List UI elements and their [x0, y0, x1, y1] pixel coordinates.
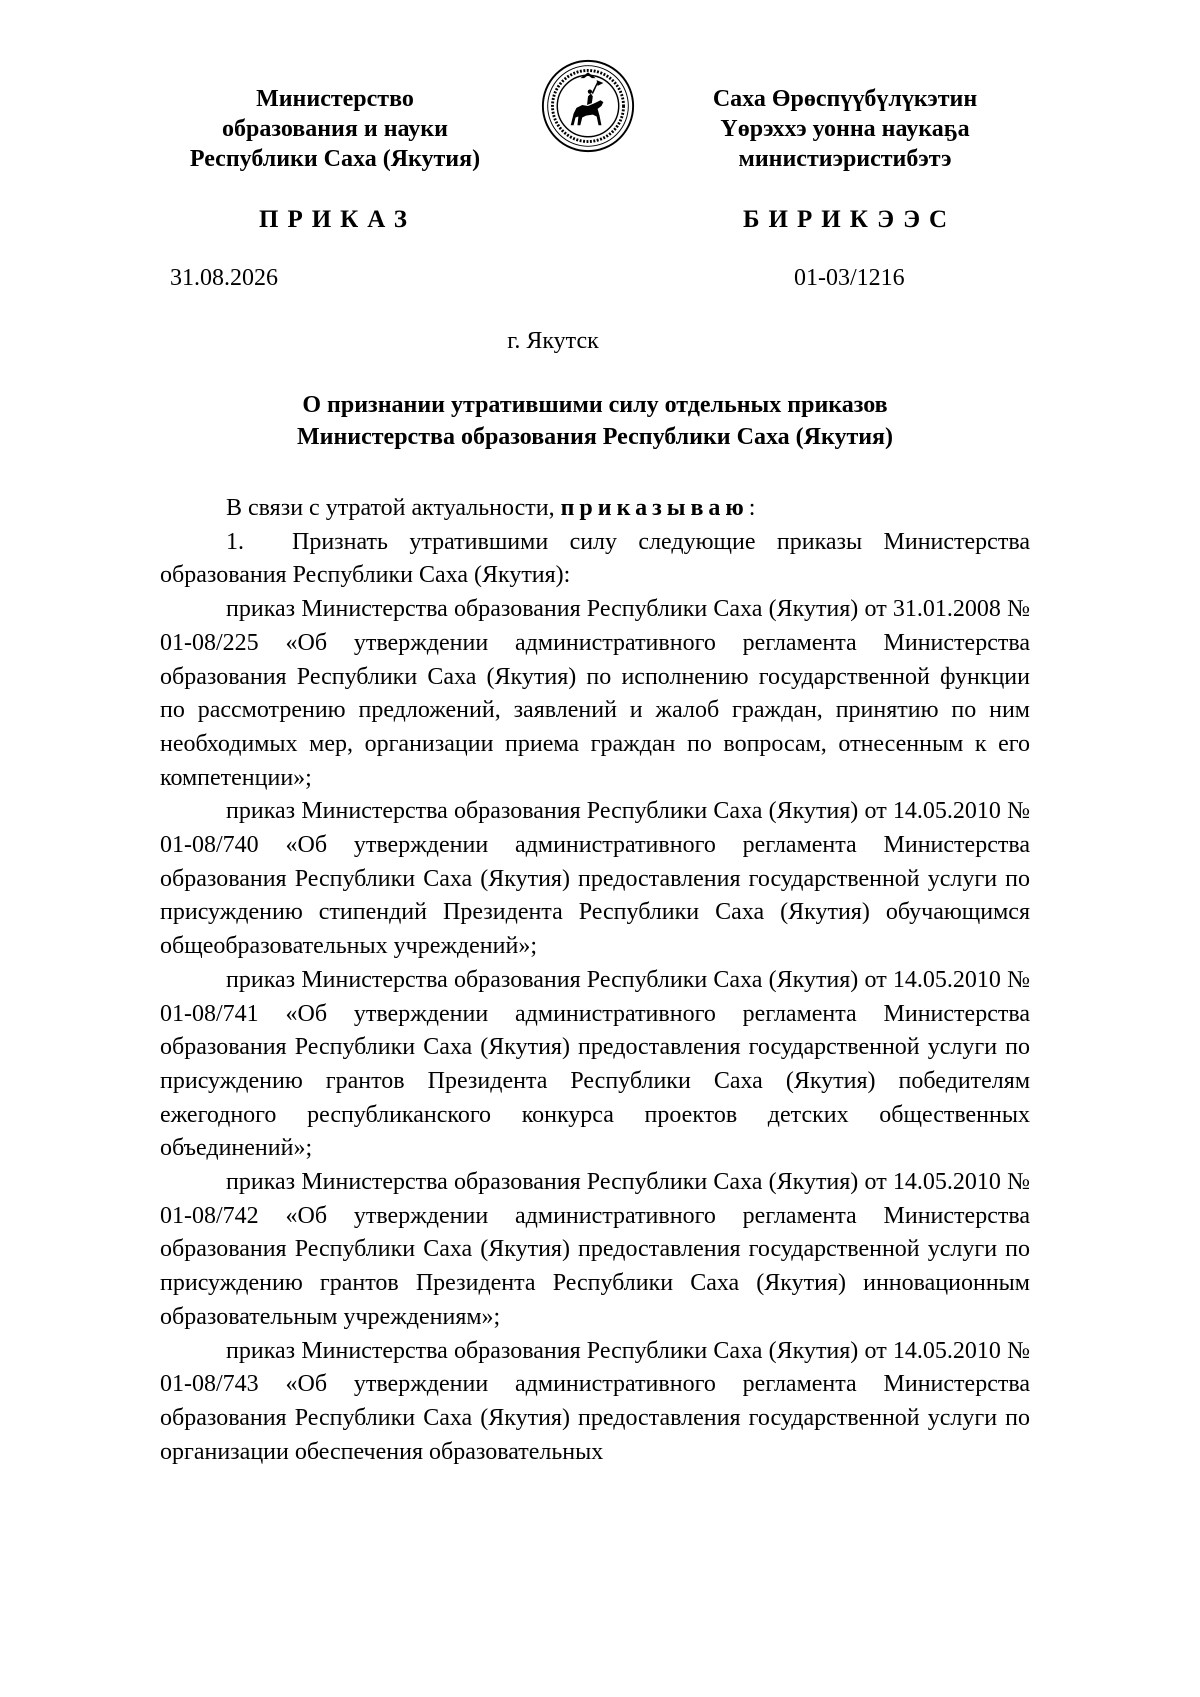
intro-text: В связи с утратой актуальности,	[226, 495, 561, 521]
repealed-order-paragraph: приказ Министерства образования Республики Саха (Якутия) от 14.05.2010 № 01-08/743 «Об утверждении административного регламента Министерства образования Республики Саха (Якутия) предоставления государственной услуги по организации обеспечения образовательных	[160, 1337, 1030, 1465]
order-title	[160, 389, 1030, 453]
directive-word: приказываю	[560, 495, 749, 521]
item-number: 1.	[226, 528, 244, 555]
order-heading-sakha: БИРИКЭЭС	[743, 206, 957, 233]
item-1-paragraph	[160, 526, 1030, 593]
repealed-order-paragraph: приказ Министерства образования Республики Саха (Якутия) от 31.01.2008 № 01-08/225 «Об утверждении административного регламента Министерства образования Республики Саха (Якутия) по исполнению государственной функции по рассмотрению предложений, заявлений и жалоб граждан, принятию по ним необходимых мер, организации приема граждан по вопросам, отнесенным к его компетенции»;	[160, 596, 1030, 791]
ministry-name-line: Республики Саха (Якутия)	[189, 146, 481, 172]
ministry-name-line: Үөрэххэ уонна наукаҕа	[720, 116, 970, 142]
order-title-line: Министерства образования Республики Саха (Якутия)	[296, 424, 894, 450]
order-body	[160, 492, 1030, 1469]
ministry-name-line: Саха Өрөспүүбүлүкэтин	[712, 86, 978, 112]
order-date: 31.08.2026	[170, 265, 278, 291]
intro-colon: :	[748, 495, 756, 521]
intro-paragraph	[160, 492, 1030, 526]
repealed-order-paragraph: приказ Министерства образования Республики Саха (Якутия) от 14.05.2010 № 01-08/740 «Об утверждении административного регламента Министерства образования Республики Саха (Якутия) предоставления государственной услуги по присуждению стипендий Президента Республики Саха (Якутия) обучающимся общеобразовательных учреждений»;	[160, 798, 1030, 960]
ministry-name-line: министиэристибэтэ	[738, 146, 952, 172]
coat-of-arms-icon	[540, 58, 636, 154]
order-title-line: О признании утратившими силу отдельных приказов	[302, 392, 888, 418]
ministry-name-russian	[150, 84, 520, 174]
repealed-order-paragraph: приказ Министерства образования Республики Саха (Якутия) от 14.05.2010 № 01-08/742 «Об утверждении административного регламента Министерства образования Республики Саха (Якутия) предоставления государственной услуги по присуждению грантов Президента Республики Саха (Якутия) инновационным образовательным учреждениям»;	[160, 1169, 1030, 1330]
repealed-order-paragraph: приказ Министерства образования Республики Саха (Якутия) от 14.05.2010 № 01-08/741 «Об утверждении административного регламента Министерства образования Республики Саха (Якутия) предоставления государственной услуги по присуждению грантов Президента Республики Саха (Якутия) победителям ежегодного республиканского конкурса проектов детских общественных объединений»;	[160, 966, 1030, 1162]
item-text: Признать утратившими силу следующие приказы Министерства образования Республики Саха (Якутия):	[160, 528, 1030, 589]
order-heading-russian: ПРИКАЗ	[259, 206, 416, 233]
ministry-name-sakha	[660, 84, 1030, 174]
order-number: 01-03/1216	[794, 265, 905, 291]
order-city: г. Якутск	[507, 328, 599, 354]
ministry-name-line: образования и науки	[222, 116, 448, 142]
ministry-name-line: Министерство	[256, 86, 414, 112]
